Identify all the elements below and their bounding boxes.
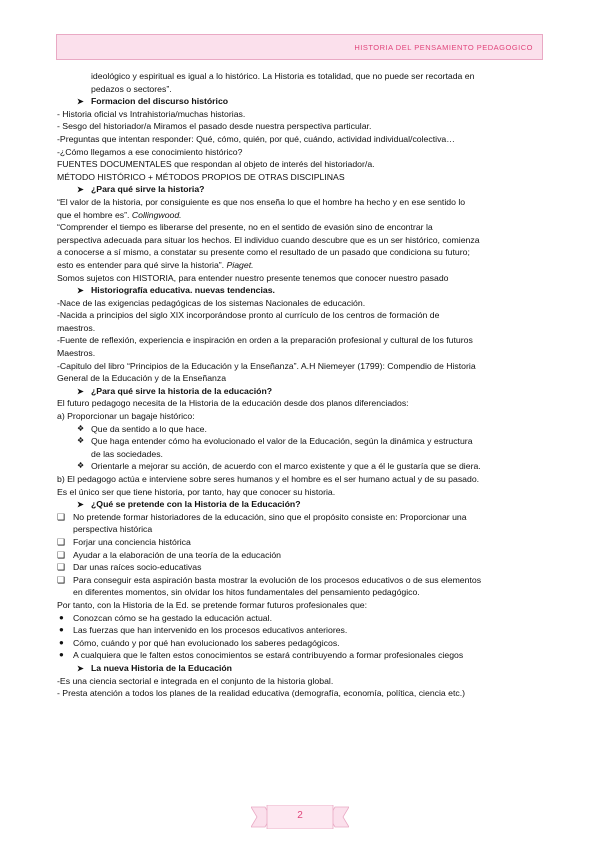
line-text: “El valor de la historia, por consiguiente es que nos enseña lo que el hombre ha hecho y en ese sentido lo — [57, 196, 466, 207]
text-line — [57, 347, 547, 360]
arrow-bullet-icon: ➤ — [77, 386, 84, 396]
checkbox-list-item — [57, 536, 547, 549]
line-text: ¿Qué se pretende con la Historia de la Educación? — [91, 499, 301, 510]
line-text: General de la Educación y de la Enseñanza — [57, 373, 227, 384]
line-text: Conozcan cómo se ha gestado la educación actual. — [73, 612, 272, 623]
text-line — [57, 410, 547, 423]
text-line — [57, 234, 547, 247]
line-text: Para conseguir esta aspiración basta mostrar la evolución de los procesos educativos o de sus elementos — [73, 574, 482, 585]
line-text: a) Proporcionar un bagaje histórico: — [57, 411, 195, 422]
line-text: “Comprender el tiempo es liberarse del presente, no en el sentido de evasión sino de encontrar la — [57, 222, 433, 233]
page-number: 2 — [297, 810, 303, 821]
square-bullet-icon: ❑ — [57, 574, 66, 585]
text-line — [57, 209, 547, 222]
section-heading — [57, 284, 547, 297]
text-line — [57, 83, 547, 96]
line-text: - Sesgo del historiador/a Miramos el pasado desde nuestra perspectiva particular. — [57, 121, 372, 132]
section-heading — [57, 498, 547, 511]
document-body — [57, 70, 547, 700]
text-line — [57, 309, 547, 322]
section-heading — [57, 183, 547, 196]
line-text: Por tanto, con la Historia de la Ed. se pretende formar futuros profesionales que: — [57, 599, 368, 610]
dot-list-item — [57, 624, 547, 637]
line-text: FUENTES DOCUMENTALES que respondan al objeto de interés del historiador/a. — [57, 159, 375, 170]
line-text: perspectiva adecuada para situar los hechos. El individuo cuando descubre que es un ser histórico, comienza — [57, 234, 480, 245]
text-line — [57, 221, 547, 234]
checkbox-list-item — [57, 561, 547, 574]
section-heading — [57, 95, 547, 108]
line-text: -Nace de las exigencias pedagógicas de los sistemas Nacionales de educación. — [57, 297, 366, 308]
text-line — [57, 599, 547, 612]
line-text: Orientarle a mejorar su acción, de acuerdo con el marco existente y que a él le gustaría que se diera. — [91, 461, 481, 472]
line-text: Que da sentido a lo que hace. — [91, 423, 207, 434]
text-line — [57, 171, 547, 184]
line-text: a conocerse a sí mismo, a constatar su presente como el resultado de un pasado que condiciona su futuro; — [57, 247, 470, 258]
line-text: -¿Cómo llegamos a ese conocimiento histórico? — [57, 146, 243, 157]
line-text: Dar unas raíces socio-educativas — [73, 562, 202, 573]
line-text: maestros. — [57, 322, 96, 333]
line-text: -Nacida a principios del siglo XIX incorporándose pronto al currículo de los centros de formación de — [57, 310, 440, 321]
text-line — [57, 334, 547, 347]
square-bullet-icon: ❑ — [57, 511, 66, 522]
dot-list-item — [57, 612, 547, 625]
section-heading — [57, 385, 547, 398]
text-line — [57, 196, 547, 209]
arrow-bullet-icon: ➤ — [77, 97, 84, 107]
text-line — [57, 108, 547, 121]
text-line — [57, 322, 547, 335]
square-bullet-icon: ❑ — [57, 536, 66, 547]
text-line — [57, 297, 547, 310]
line-text: de las sociedades. — [91, 448, 163, 459]
text-line — [57, 120, 547, 133]
checkbox-list-item — [57, 549, 547, 562]
checkbox-list-item — [57, 511, 547, 524]
line-text: La nueva Historia de la Educación — [91, 662, 232, 673]
bullet-item — [57, 448, 547, 461]
text-line — [57, 372, 547, 385]
line-text: pedazos o sectores”. — [91, 83, 172, 94]
diamond-bullet-icon: ❖ — [77, 436, 85, 446]
arrow-bullet-icon: ➤ — [77, 500, 84, 510]
text-line — [57, 246, 547, 259]
line-text: perspectiva histórica — [73, 524, 153, 535]
dot-list-item — [57, 637, 547, 650]
text-line — [57, 360, 547, 373]
line-text: El futuro pedagogo necesita de la Historia de la educación desde dos planos diferenciados: — [57, 398, 409, 409]
line-text: Que haga entender cómo ha evolucionado el valor de la Educación, según la dinámica y estructura — [91, 436, 473, 447]
text-line — [57, 473, 547, 486]
line-text: -Capitulo del libro “Principios de la Educación y la Enseñanza”. A.H Niemeyer (1799): Compendio de Historia — [57, 360, 476, 371]
line-text: Maestros. — [57, 348, 96, 359]
line-text: - Presta atención a todos los planes de la realidad educativa (demografía, economía, política, ciencia etc.) — [57, 688, 466, 699]
line-text: - Historia oficial vs Intrahistoria/muchas historias. — [57, 108, 246, 119]
line-text: MÉTODO HISTÓRICO + MÉTODOS PROPIOS DE OTRAS DISCIPLINAS — [57, 171, 345, 182]
arrow-bullet-icon: ➤ — [77, 185, 84, 195]
line-text: en diferentes momentos, sin olvidar los hitos fundamentales del pensamiento pedagógico. — [73, 587, 420, 598]
bullet-item — [57, 423, 547, 436]
diamond-bullet-icon: ❖ — [77, 423, 85, 433]
line-text: esto es entender para qué sirve la historia”. — [57, 259, 227, 270]
arrow-bullet-icon: ➤ — [77, 286, 84, 296]
bullet-item — [57, 435, 547, 448]
text-line — [57, 146, 547, 159]
line-text: que el hombre es”. — [57, 209, 132, 220]
dot-list-item — [57, 649, 547, 662]
dot-bullet-icon: ● — [59, 625, 64, 635]
line-text: ¿Para qué sirve la historia de la educación? — [91, 385, 273, 396]
line-text: Formacion del discurso histórico — [91, 96, 229, 107]
line-text: Las fuerzas que han intervenido en los procesos educativos anteriores. — [73, 625, 348, 636]
square-bullet-icon: ❑ — [57, 549, 66, 560]
checkbox-list-item — [57, 586, 547, 599]
header-title: HISTORIA DEL PENSAMIENTO PEDAGOGICO — [354, 43, 533, 52]
checkbox-list-item — [57, 574, 547, 587]
text-line — [57, 70, 547, 83]
line-text: Somos sujetos con HISTORIA, para entender nuestro presente tenemos que conocer nuestro pasado — [57, 272, 449, 283]
running-header — [56, 34, 543, 60]
square-bullet-icon: ❑ — [57, 562, 66, 573]
bullet-item — [57, 460, 547, 473]
text-line — [57, 158, 547, 171]
line-text: Historiografía educativa. nuevas tendencias. — [91, 285, 275, 296]
dot-bullet-icon: ● — [59, 637, 64, 647]
section-heading — [57, 662, 547, 675]
line-text: b) El pedagogo actúa e interviene sobre seres humanos y el hombre es el ser humano actual y de su pasado. — [57, 474, 480, 484]
line-text: No pretende formar historiadores de la educación, sino que el propósito consiste en: Proporcionar una — [73, 511, 467, 522]
text-line — [57, 133, 547, 146]
line-text: -Preguntas que intentan responder: Qué, cómo, quién, por qué, cuándo, actividad individual/colectiva… — [57, 133, 455, 144]
arrow-bullet-icon: ➤ — [77, 663, 84, 673]
line-text: Cómo, cuándo y por qué han evolucionado los saberes pedagógicos. — [73, 637, 340, 648]
line-text: Forjar una conciencia histórica — [73, 536, 191, 547]
dot-bullet-icon: ● — [59, 650, 64, 660]
line-text: Ayudar a la elaboración de una teoría de la educación — [73, 549, 282, 560]
text-line — [57, 259, 547, 272]
line-text: Es el único ser que tiene historia, por tanto, hay que conocer su historia. — [57, 486, 336, 497]
page-number-badge — [251, 805, 349, 829]
citation-author: Piaget. — [226, 259, 254, 270]
text-line — [57, 397, 547, 410]
text-line — [57, 486, 547, 499]
dot-bullet-icon: ● — [59, 612, 64, 622]
line-text: -Es una ciencia sectorial e integrada en el conjunto de la historia global. — [57, 675, 334, 686]
line-text: A cualquiera que le falten estos conocimientos se estará contribuyendo a formar profesionales ciegos — [73, 650, 464, 661]
line-text: ¿Para qué sirve la historia? — [91, 184, 205, 195]
text-line — [57, 675, 547, 688]
diamond-bullet-icon: ❖ — [77, 461, 85, 471]
line-text: ideológico y espiritual es igual a lo histórico. La Historia es totalidad, que no puede ser recortada en — [91, 71, 475, 81]
text-line — [57, 687, 547, 700]
line-text: -Fuente de reflexión, experiencia e inspiración en orden a la preparación profesional y cultural de los futuros — [57, 335, 473, 346]
citation-author: Collingwood. — [131, 209, 182, 220]
checkbox-list-item — [57, 523, 547, 536]
text-line — [57, 272, 547, 285]
